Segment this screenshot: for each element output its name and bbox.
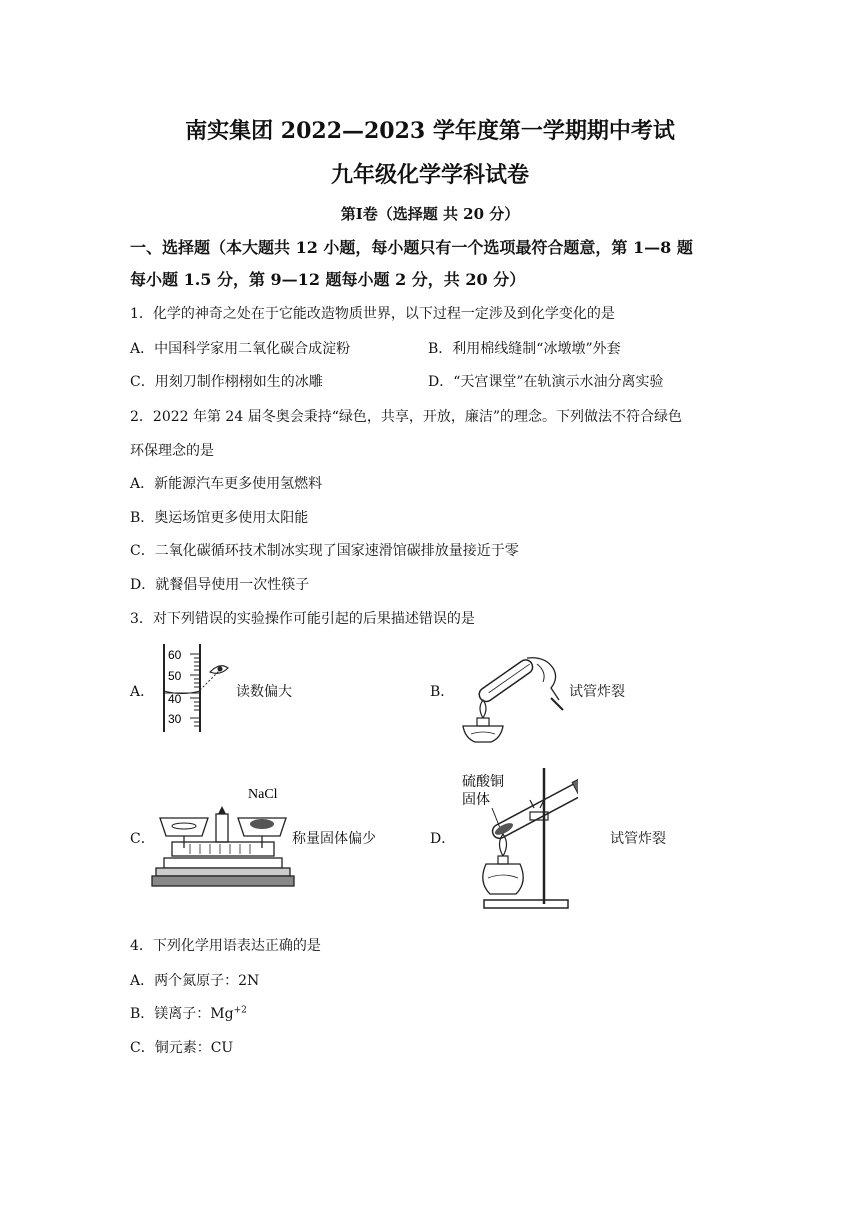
q2-stem-line2: 环保理念的是: [130, 443, 214, 459]
q4-option-b-superscript: +2: [233, 1005, 247, 1016]
q1-option-b: B．利用棉线缝制“冰墩墩”外套: [428, 341, 621, 357]
alcohol-lamp-icon: [463, 700, 503, 742]
q1-option-a: A．中国科学家用二氧化碳合成淀粉: [130, 341, 351, 357]
cylinder-tick-40: 40: [168, 692, 182, 706]
q4-option-a: A．两个氮原子：2N: [130, 973, 260, 989]
q2-option-c: C．二氧化碳循环技术制冰实现了国家速滑馆碳排放量接近于零: [130, 543, 519, 559]
cylinder-tick-60: 60: [168, 648, 182, 662]
exam-title: 南实集团 2022—2023 学年度第一学期期中考试: [185, 118, 675, 144]
balance-figure: [150, 778, 295, 890]
q3-option-a-letter: A．: [130, 684, 155, 700]
q4-option-b: [130, 1003, 247, 1023]
q1-stem: 1．化学的神奇之处在于它能改造物质世界，以下过程一定涉及到化学变化的是: [130, 306, 615, 322]
alcohol-lamp-icon: [483, 834, 523, 894]
q3-option-b-text: 试管炸裂: [569, 684, 625, 700]
q3-stem: 3．对下列错误的实验操作可能引起的后果描述错误的是: [130, 611, 475, 627]
eye-icon: [210, 666, 228, 674]
q3-option-c-text: 称量固体偏少: [292, 831, 376, 847]
cylinder-tick-30: 30: [168, 712, 182, 726]
q4-option-b-text: B．镁离子：Mg: [130, 1006, 234, 1022]
heating-test-tube-figure: [455, 638, 575, 748]
q2-option-d: D．就餐倡导使用一次性筷子: [130, 577, 310, 593]
subject-title: 九年级化学学科试卷: [330, 162, 529, 188]
q2-option-a: A．新能源汽车更多使用氢燃料: [130, 476, 323, 492]
q3-option-a-text: 读数偏大: [236, 684, 292, 700]
q4-stem: 4．下列化学用语表达正确的是: [130, 938, 321, 954]
q3-option-b-letter: B．: [430, 684, 455, 700]
cylinder-tick-50: 50: [168, 669, 182, 683]
section-heading-line1: 一、选择题（本大题共 12 小题，每小题只有一个选项最符合题意，第 1—8 题: [130, 238, 693, 257]
q3-option-d-letter: D．: [430, 831, 456, 847]
nacl-label: NaCl: [248, 787, 278, 802]
q1-option-c: C．用刻刀制作栩栩如生的冰雕: [130, 374, 323, 390]
q3-option-d-text: 试管炸裂: [610, 831, 666, 847]
cuso4-label-line2: 固体: [462, 791, 490, 807]
iron-stand-heating-figure: [458, 764, 578, 914]
q2-option-b: B．奥运场馆更多使用太阳能: [130, 510, 309, 526]
q4-option-c: C．铜元素：CU: [130, 1040, 234, 1056]
q3-option-c-letter: C．: [130, 831, 155, 847]
section-heading-line2: 每小题 1.5 分，第 9—12 题每小题 2 分，共 20 分）: [130, 270, 526, 289]
cuso4-label-line1: 硫酸铜: [462, 773, 504, 789]
volume-heading: 第Ⅰ卷（选择题 共 20 分）: [340, 205, 520, 223]
q1-option-d: D．“天宫课堂”在轨演示水油分离实验: [428, 374, 664, 390]
q2-stem-line1: 2．2022 年第 24 届冬奥会秉持“绿色，共享，开放，廉洁”的理念。下列做法不符合绿色: [130, 409, 683, 425]
graduated-cylinder-figure: [150, 642, 230, 734]
